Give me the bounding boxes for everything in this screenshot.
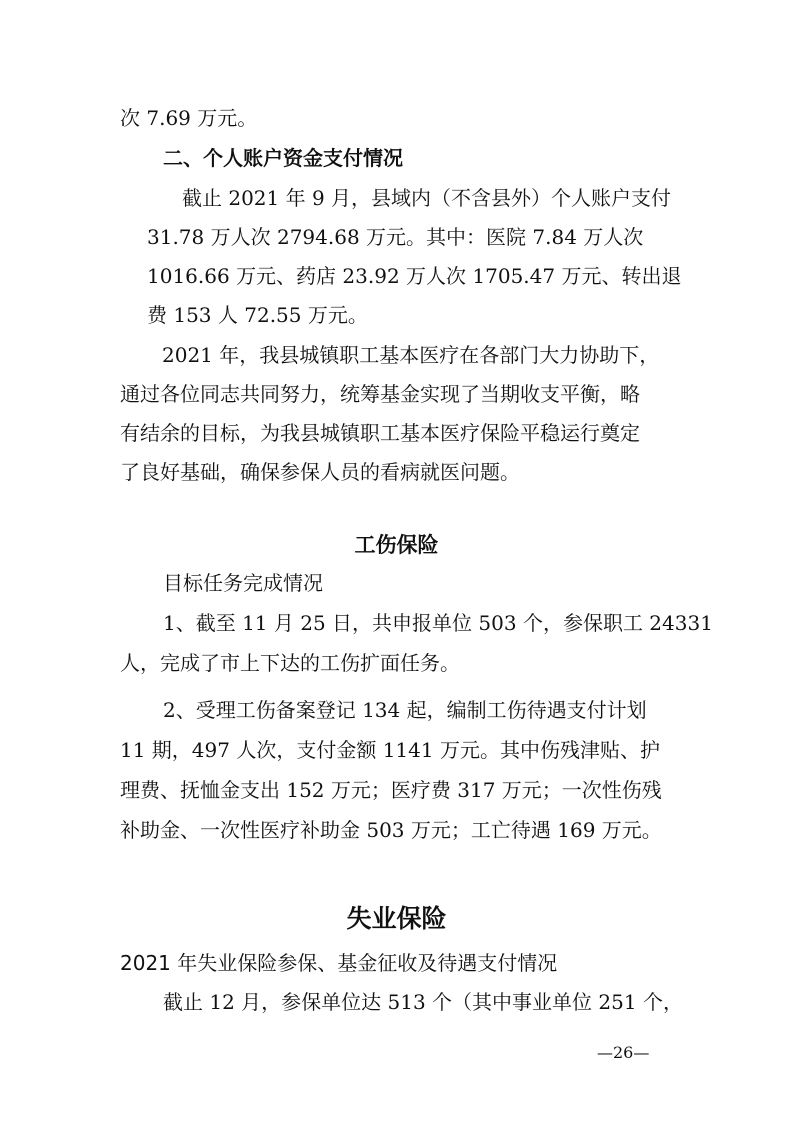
paragraph-line: 11 期，497 人次，支付金额 1141 万元。其中伤残津贴、护	[120, 738, 660, 762]
section-heading: 二、个人账户资金支付情况	[163, 146, 403, 170]
paragraph-line: 理费、抚恤金支出 152 万元；医疗费 317 万元；一次性伤残	[120, 778, 662, 802]
paragraph-line: 31.78 万人次 2794.68 万元。其中：医院 7.84 万人次	[147, 225, 644, 249]
paragraph-line: 人，完成了市上下达的工伤扩面任务。	[120, 651, 460, 675]
paragraph-line: 截止 2021 年 9 月，县域内（不含县外）个人账户支付	[182, 186, 672, 210]
paragraph-line: 费 153 人 72.55 万元。	[147, 303, 368, 327]
paragraph-line: 2021 年，我县城镇职工基本医疗在各部门大力协助下，	[162, 343, 660, 367]
paragraph-line: 次 7.69 万元。	[120, 106, 258, 130]
paragraph-line: 补助金、一次性医疗补助金 503 万元；工亡待遇 169 万元。	[120, 818, 662, 842]
paragraph-line: 截止 12 月，参保单位达 513 个（其中事业单位 251 个，	[163, 990, 683, 1014]
page-number: —26—	[597, 1043, 650, 1062]
section-title-work-injury: 工伤保险	[354, 533, 439, 557]
subsection-heading: 2021 年失业保险参保、基金征收及待遇支付情况	[120, 951, 558, 975]
paragraph-line: 1016.66 万元、药店 23.92 万人次 1705.47 万元、转出退	[147, 264, 682, 288]
subsection-heading: 目标任务完成情况	[163, 571, 323, 595]
paragraph-line: 有结余的目标，为我县城镇职工基本医疗保险平稳运行奠定	[120, 421, 640, 445]
paragraph-line: 2、受理工伤备案登记 134 起，编制工伤待遇支付计划	[163, 698, 647, 722]
paragraph-line: 了良好基础，确保参保人员的看病就医问题。	[120, 460, 520, 484]
section-title-unemployment: 失业保险	[346, 904, 447, 933]
paragraph-line: 1、截至 11 月 25 日，共申报单位 503 个，参保职工 24331	[163, 611, 713, 635]
paragraph-line: 通过各位同志共同努力，统筹基金实现了当期收支平衡，略	[120, 382, 640, 406]
